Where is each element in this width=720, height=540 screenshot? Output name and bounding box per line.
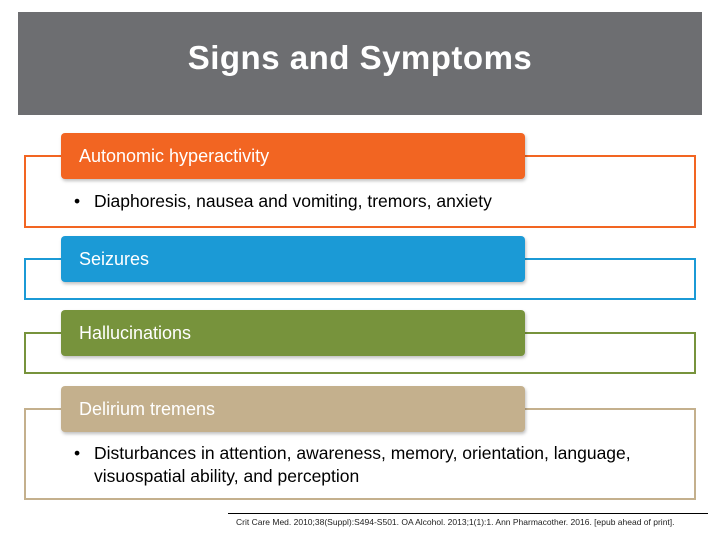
section-heading: Autonomic hyperactivity bbox=[79, 145, 270, 166]
page-title: Signs and Symptoms bbox=[187, 38, 533, 76]
section-header-hallucinations bbox=[61, 310, 525, 356]
bullet-item bbox=[74, 442, 660, 488]
bullet-item bbox=[74, 190, 690, 213]
section-header-autonomic bbox=[61, 133, 525, 179]
section-heading: Seizures bbox=[79, 248, 150, 269]
section-heading: Delirium tremens bbox=[79, 398, 216, 419]
section-header-seizures bbox=[61, 236, 525, 282]
bullet-text: Disturbances in attention, awareness, memory, orientation, language, visuospatial ability, and perception bbox=[94, 443, 631, 486]
section-bullets-delirium bbox=[74, 442, 660, 488]
citation: Crit Care Med. 2010;38(Suppl):S494-S501. OA Alcohol. 2013;1(1):1. Ann Pharmacother. 2016. [epub ahead of print]. bbox=[236, 517, 675, 527]
bullet-symbol: • bbox=[74, 443, 81, 463]
section-header-delirium bbox=[61, 386, 525, 432]
footer-divider bbox=[228, 513, 708, 514]
bullet-symbol: • bbox=[74, 191, 81, 211]
bullet-text: Diaphoresis, nausea and vomiting, tremors, anxiety bbox=[94, 191, 492, 211]
section-heading: Hallucinations bbox=[79, 322, 192, 343]
section-bullets-autonomic bbox=[74, 190, 690, 213]
title-bar bbox=[18, 12, 702, 115]
